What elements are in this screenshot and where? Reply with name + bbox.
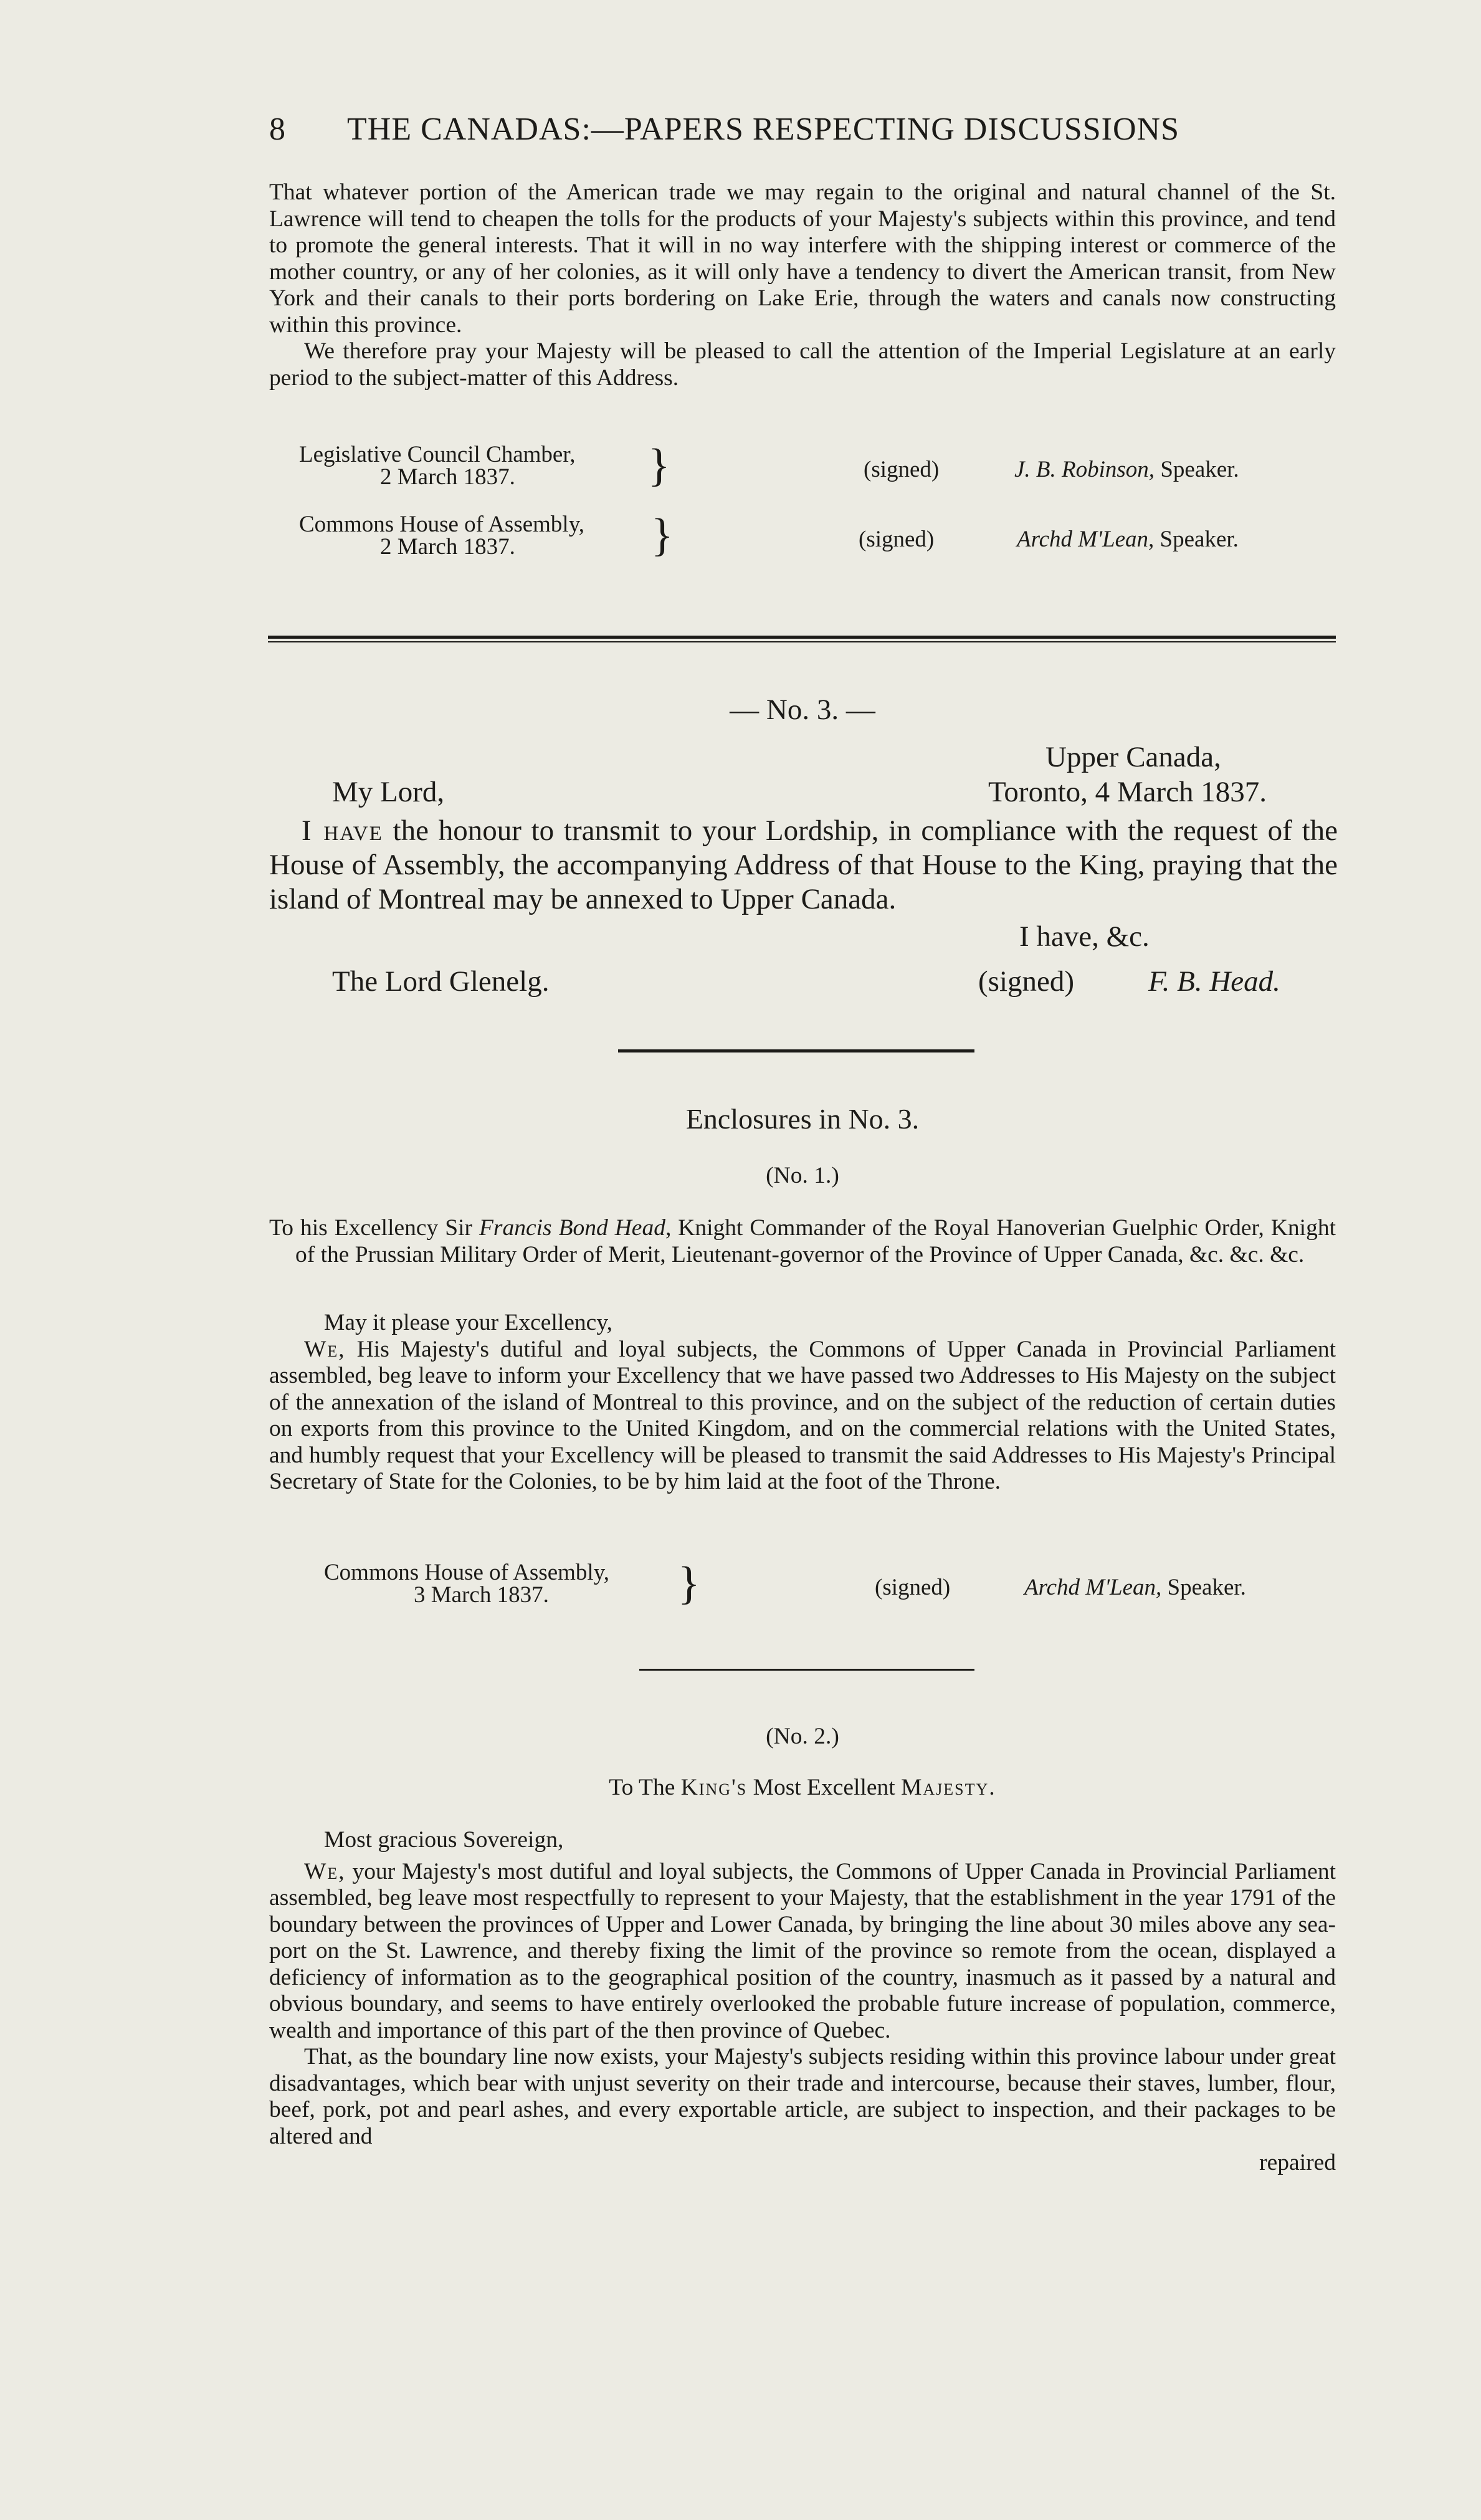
enclosure-1-label: (No. 1.) xyxy=(766,1163,839,1188)
enclosure-2-salutation: Most gracious Sovereign, xyxy=(324,1827,564,1853)
signature-place: Commons House of Assembly, 3 March 1837. xyxy=(324,1560,610,1608)
signatory: J. B. Robinson, Speaker. xyxy=(1014,457,1239,482)
brace-glyph: } xyxy=(651,510,674,561)
enclosure-1-body xyxy=(269,1310,1336,1496)
signatory: Archd M'Lean, Speaker. xyxy=(1024,1575,1246,1600)
letter-signer: F. B. Head. xyxy=(1148,965,1280,998)
address-paragraph-2: We therefore pray your Majesty will be pleased to call the attention of the Imperial Legislature at an early period to the subject-matter of this Address. xyxy=(269,338,1336,391)
signed-label: (signed) xyxy=(864,457,940,482)
letter-date: Toronto, 4 March 1837. xyxy=(988,776,1267,808)
letter-addressee: The Lord Glenelg. xyxy=(332,965,550,998)
enclosure-1-salutation: May it please your Excellency, xyxy=(324,1310,613,1335)
letter-closing: I have, &c. xyxy=(1019,920,1150,953)
enclosure-1-paragraph: We, His Majesty's dutiful and loyal subjects, the Commons of Upper Canada in Provincial Parliament assembled, beg leave to inform your Excellency that we have passed two Addresses to His Majesty on the subject of the annexation of the island of Montreal to this province, and on the subject of the reduction of certain duties on exports from this province to the United Kingdom, and on the commercial relations with the United States, and humbly request that your Excellency will be pleased to transmit the said Addresses to His Majesty's Principal Secretary of State for the Colonies, to be by him laid at the foot of the Throne. xyxy=(269,1336,1336,1494)
letter-place: Upper Canada, xyxy=(1045,741,1221,773)
address-continuation xyxy=(269,179,1336,391)
section-rule-thick xyxy=(268,636,1336,639)
brace-glyph: } xyxy=(678,1558,700,1609)
signed-label: (signed) xyxy=(859,527,935,552)
enclosure-2-title: To The King's Most Excellent Majesty. xyxy=(609,1775,996,1800)
running-header xyxy=(269,111,1341,148)
signature-place: Legislative Council Chamber, 2 March 1837. xyxy=(299,442,576,490)
enclosure-2-paragraph-1: We, your Majesty's most dutiful and loyal subjects, the Commons of Upper Canada in Provincial Parliament assembled, beg leave most respectfully to represent to your Majesty, that the establishment in the year 1791 of the boundary between the provinces of Upper and Lower Canada, by bringing the line about 30 miles above any sea-port on the St. Lawrence, and thereby fixing the limit of the province so remote from the ocean, displayed a deficiency of information as to the geographical position of the country, inasmuch as it passed by a natural and obvious boundary, and seems to have entirely overlooked the probable future increase of population, commerce, wealth and importance of this part of the then province of Quebec. xyxy=(269,1858,1336,2043)
address-paragraph-1: That whatever portion of the American trade we may regain to the original and natural channel of the St. Lawrence will tend to cheapen the tolls for the products of your Majesty's subjects within this province, and tend to promote the general interests. That it will in no way interfere with the shipping interest or commerce of the mother country, or any of her colonies, as it will only have a tendency to divert the American transit, from New York and their canals to their ports bordering on Lake Erie, through the waters and canals now constructing within this province. xyxy=(269,179,1336,338)
enclosures-heading: Enclosures in No. 3. xyxy=(685,1103,920,1135)
divider-rule xyxy=(618,1049,974,1052)
signature-block-commons xyxy=(299,510,1327,570)
enclosure-1-signature xyxy=(324,1558,1333,1618)
letter-signed-label: (signed) xyxy=(978,965,1075,998)
enclosure-2-label: (No. 2.) xyxy=(766,1724,839,1749)
letter-salutation: My Lord, xyxy=(332,776,445,808)
enclosure-2-paragraph-2: That, as the boundary line now exists, your Majesty's subjects residing within this province labour under great disadvantages, which bear with unjust severity on their trade and intercourse, because their staves, lumber, flour, beef, pork, pot and pearl ashes, and every exportable article, are subject to inspection, and their packages to be altered and xyxy=(269,2044,1336,2149)
catchword: repaired xyxy=(1259,2150,1336,2175)
section-rule-thin xyxy=(268,641,1336,642)
enclosure-1-address: To his Excellency Sir Francis Bond Head, Knight Commander of the Royal Hanoverian Guelphic Order, Knight of the Prussian Military Order of Merit, Lieutenant-governor of the Province of Upper Canada, &c. &c. &c. xyxy=(269,1215,1336,1267)
letter-body: I have the honour to transmit to your Lordship, in compliance with the request of the House of Assembly, the accompanying Address of that House to the King, praying that the island of Montreal may be annexed to Upper Canada. xyxy=(269,814,1338,915)
signature-place: Commons House of Assembly, 2 March 1837. xyxy=(299,512,585,560)
signature-block-council xyxy=(299,440,1327,500)
brace-glyph: } xyxy=(648,440,670,491)
signed-label: (signed) xyxy=(875,1575,951,1600)
signatory: Archd M'Lean, Speaker. xyxy=(1017,527,1239,552)
no3-heading: — No. 3. — xyxy=(730,694,875,726)
enclosure-2-body xyxy=(269,1827,1336,2177)
page-number: 8 xyxy=(269,112,286,147)
divider-rule xyxy=(639,1669,974,1671)
running-title: THE CANADAS:—PAPERS RESPECTING DISCUSSIONS xyxy=(347,112,1180,147)
